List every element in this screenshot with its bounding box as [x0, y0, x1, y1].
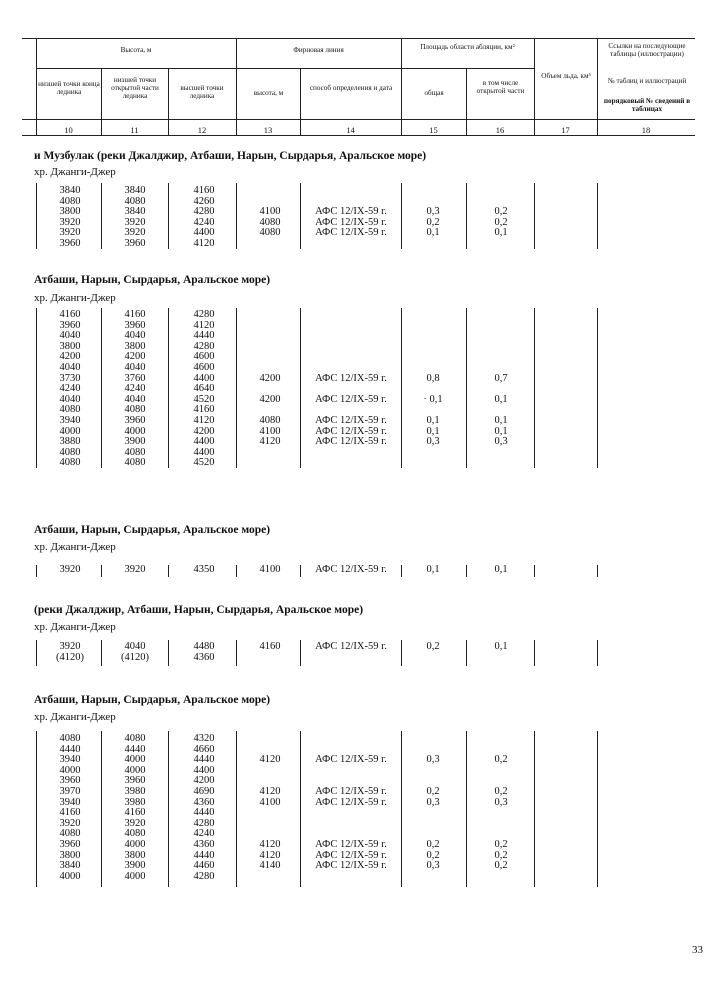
col-divider	[401, 183, 402, 249]
section-subtitle: хр. Джанги-Джер	[34, 621, 116, 633]
col-divider	[466, 308, 467, 468]
section-subtitle: хр. Джанги-Джер	[34, 292, 116, 304]
col13-values: 4120 4120 4100 4120 4120 4140	[259, 754, 281, 872]
col12-values: 4160 4260 4280 4240 4400 4120	[193, 185, 215, 249]
col14-values: АФС 12/IX-59 г.	[315, 564, 387, 575]
header-refs-sub2: порядковый № сведений в таблицах	[603, 97, 691, 114]
col-divider	[168, 565, 169, 577]
col12-values: 4280 4120 4440 4280 4600 4600 4400 4640 4520 4160 4120 4200 4400 4400 4520	[193, 309, 215, 469]
col-divider	[300, 183, 301, 249]
col14-values: АФС 12/IX-59 г. АФС 12/IX-59 г. АФС 12/IX-59 г. АФС 12/IX-59 г. АФС 12/IX-59 г.	[315, 372, 387, 448]
section-subtitle: хр. Джанги-Джер	[34, 541, 116, 553]
col10-values: 4160 3960 4040 3800 4200 4040 3730 4240 4040 4080 3940 4000 3880 4080 4080	[59, 309, 81, 469]
col15-values: 0,8 · 0,1 0,1 0,1 0,3	[423, 372, 443, 448]
header-mid-rule	[22, 119, 695, 120]
col13-values: 4100 4080 4080	[259, 206, 281, 239]
header-col16: в том числе открытой части	[476, 79, 525, 96]
section-title: Атбаши, Нарын, Сырдарья, Аральское море)	[34, 694, 271, 706]
col-divider	[597, 565, 598, 577]
col-divider	[101, 731, 102, 887]
col-divider	[101, 640, 102, 666]
col-divider	[597, 640, 598, 666]
col-divider	[534, 731, 535, 887]
col-divider	[36, 308, 37, 468]
header-firn-group: Фирновая линия	[293, 46, 344, 54]
col11-values: 4040 (4120)	[121, 641, 149, 663]
col12-values: 4480 4360	[193, 641, 215, 663]
col15-values: 0,3 0,2 0,1	[426, 206, 440, 239]
col-divider	[36, 565, 37, 577]
col-number-18: 18	[641, 125, 651, 135]
header-top-rule	[22, 38, 695, 39]
col-divider	[534, 565, 535, 577]
header-col11: низшей точки открытой части ледника	[111, 76, 159, 101]
col-divider	[236, 183, 237, 249]
col-divider	[168, 183, 169, 249]
col10-values: 4080 4440 3940 4000 3960 3970 3940 4160 3920 4080 3960 3800 3840 4000	[59, 733, 81, 882]
header-height-group: Высота, м	[120, 46, 152, 54]
col-divider	[534, 640, 535, 666]
col-divider	[466, 640, 467, 666]
col14-values: АФС 12/IX-59 г. АФС 12/IX-59 г. АФС 12/IX-59 г. АФС 12/IX-59 г. АФС 12/IX-59 г. АФС 12/IX-59 г.	[315, 754, 387, 872]
col13-values: 4160	[259, 641, 281, 652]
col-divider	[466, 565, 467, 577]
col-divider	[168, 731, 169, 887]
page-number: 33	[692, 944, 703, 956]
section-subtitle: хр. Джанги-Джер	[34, 711, 116, 723]
col-divider	[236, 731, 237, 887]
col-divider	[597, 308, 598, 468]
header-bottom-rule	[22, 135, 695, 136]
section-title: и Музбулак (реки Джалджир, Атбаши, Нарын, Сырдарья, Аральское море)	[34, 150, 427, 162]
col-number-11: 11	[130, 125, 139, 135]
header-area-group: Площадь области абляции, км²	[420, 43, 515, 51]
col-number-15: 15	[429, 125, 438, 135]
col-divider	[36, 640, 37, 666]
col14-values: АФС 12/IX-59 г.	[315, 641, 387, 652]
col-divider	[534, 308, 535, 468]
col10-values: 3920 (4120)	[56, 641, 84, 663]
col16-values: 0,2 0,2 0,3 0,2 0,2 0,2	[494, 754, 508, 872]
col-divider	[300, 640, 301, 666]
col16-values: 0,7 0,1 0,1 0,1 0,3	[494, 372, 508, 448]
col-divider	[168, 308, 169, 468]
col16-values: 0,2 0,2 0,1	[494, 206, 508, 239]
col-divider	[101, 308, 102, 468]
col-number-14: 14	[346, 125, 355, 135]
col-divider	[236, 640, 237, 666]
hdr-vline	[534, 38, 535, 135]
col15-values: 0,3 0,2 0,3 0,2 0,2 0,3	[426, 754, 440, 872]
col-divider	[36, 183, 37, 249]
section-title: Атбаши, Нарын, Сырдарья, Аральское море)	[34, 274, 271, 286]
col-divider	[168, 640, 169, 666]
col-divider	[534, 183, 535, 249]
section-title: (реки Джалджир, Атбаши, Нарын, Сырдарья, Аральское море)	[34, 604, 364, 616]
col11-values: 4080 4440 4000 4000 3960 3980 3980 4160 3920 4080 4000 3800 3900 4000	[124, 733, 146, 882]
col16-values: 0,1	[494, 641, 508, 652]
header-col10: низшей точки конца ледника	[38, 80, 100, 97]
col11-values: 3840 4080 3840 3920 3920 3960	[124, 185, 146, 249]
col-number-16: 16	[495, 125, 505, 135]
col11-values: 4160 3960 4040 3800 4200 4040 3760 4240 4040 4080 3960 4000 3900 4080 4080	[124, 309, 146, 469]
col12-values: 4350	[193, 564, 215, 575]
col-divider	[401, 731, 402, 887]
col-divider	[597, 731, 598, 887]
col13-values: 4100	[259, 564, 281, 575]
col-number-13: 13	[263, 125, 273, 135]
col11-values: 3920	[124, 564, 146, 575]
header-col14: способ определения и дата	[309, 84, 393, 92]
col-divider	[401, 565, 402, 577]
col16-values: 0,1	[494, 564, 508, 575]
col-divider	[300, 731, 301, 887]
header-col13: высота, м	[253, 89, 284, 97]
col-divider	[36, 731, 37, 887]
header-col12: высшей точки ледника	[180, 84, 224, 101]
hdr-vline	[597, 38, 598, 135]
col-divider	[466, 183, 467, 249]
col-divider	[236, 565, 237, 577]
col12-values: 4320 4660 4440 4400 4200 4690 4360 4440 4280 4240 4360 4440 4460 4280	[193, 733, 215, 882]
col-number-12: 12	[197, 125, 207, 135]
col-divider	[300, 308, 301, 468]
col-divider	[236, 308, 237, 468]
section-subtitle: хр. Джанги-Джер	[34, 166, 116, 178]
col-divider	[101, 565, 102, 577]
col10-values: 3840 4080 3800 3920 3920 3960	[59, 185, 81, 249]
col13-values: 4200 4200 4080 4100 4120	[259, 372, 281, 448]
col14-values: АФС 12/IX-59 г. АФС 12/IX-59 г. АФС 12/IX-59 г.	[315, 206, 387, 239]
col-divider	[300, 565, 301, 577]
col-number-10: 10	[64, 125, 73, 135]
col-divider	[401, 308, 402, 468]
col-divider	[597, 183, 598, 249]
header-refs-sub1: № таблиц и иллюстраций	[607, 77, 687, 85]
section-title: Атбаши, Нарын, Сырдарья, Аральское море)	[34, 524, 271, 536]
col-number-17: 17	[561, 125, 570, 135]
header-col15: общая	[424, 89, 444, 97]
hdr-vline	[401, 38, 402, 135]
header-group-rule	[36, 68, 534, 69]
col15-values: 0,2	[426, 641, 440, 652]
col10-values: 3920	[59, 564, 81, 575]
col-divider	[466, 731, 467, 887]
col-divider	[101, 183, 102, 249]
col-divider	[401, 640, 402, 666]
col15-values: 0,1	[426, 564, 440, 575]
header-refs: Ссылки на последующие таблицы (иллюстрации)	[608, 42, 686, 59]
header-volume: Объем льда, км³	[541, 72, 591, 80]
